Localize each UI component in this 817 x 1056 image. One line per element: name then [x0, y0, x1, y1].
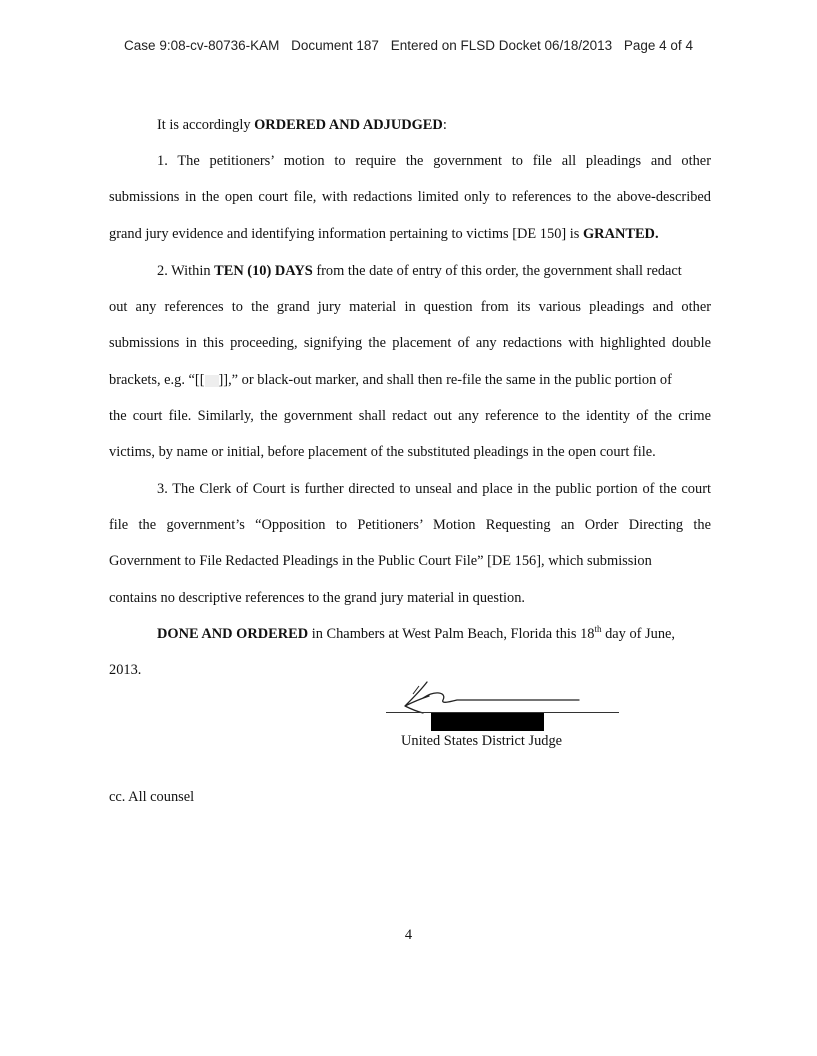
judge-title: United States District Judge	[401, 733, 563, 749]
year-line: 2013.	[109, 662, 142, 678]
para3-line4: contains no descriptive references to the grand jury material in question.	[109, 590, 525, 606]
para2-line1	[109, 262, 711, 280]
para2-line4-pre: brackets, e.g. “[[	[109, 372, 205, 388]
done-line	[109, 625, 711, 643]
para3-line2: file the government’s “Opposition to Petitioners’ Motion Requesting an Order Directing the	[109, 517, 711, 533]
para1-line3-text: grand jury evidence and identifying information pertaining to victims [DE 150] is	[109, 226, 583, 242]
docket-header	[0, 38, 817, 53]
para2-line2: out any references to the grand jury material in question from its various pleadings and other	[109, 299, 711, 315]
para2-line1-pre: 2. Within	[157, 263, 215, 279]
para2-line4	[109, 371, 711, 389]
done-text-2: day of June,	[601, 626, 676, 642]
para1-line2: submissions in the open court file, with redactions limited only to references to the above-described	[109, 189, 711, 205]
para1-line3	[109, 225, 711, 243]
cc-line: cc. All counsel	[109, 789, 195, 805]
document-number: Document 187	[291, 38, 379, 53]
done-and-ordered: DONE AND ORDERED	[157, 626, 309, 642]
para1-line1: 1. The petitioners’ motion to require the government to file all pleadings and other	[157, 153, 711, 169]
intro-colon: :	[442, 117, 447, 133]
day-suffix: th	[594, 624, 602, 635]
granted-label: GRANTED.	[582, 226, 659, 242]
para2-line3: submissions in this proceeding, signifying the placement of any redactions with highlighted double	[109, 335, 711, 351]
redaction-bar	[431, 713, 544, 731]
bracket-placeholder	[205, 375, 219, 387]
judge-signature	[383, 676, 619, 716]
intro-text: It is accordingly	[157, 117, 255, 133]
intro-line	[109, 116, 711, 134]
done-text: in Chambers at West Palm Beach, Florida this 18	[308, 626, 595, 642]
para2-line5: the court file. Similarly, the government shall redact out any reference to the identity of the crime	[109, 408, 711, 424]
para2-line1-post: from the date of entry of this order, the government shall redact	[312, 263, 682, 279]
intro-bold: ORDERED AND ADJUDGED	[254, 117, 443, 133]
para3-line1: 3. The Clerk of Court is further directed to unseal and place in the public portion of the court	[157, 481, 711, 497]
ten-days-label: TEN (10) DAYS	[214, 263, 313, 279]
para3-line3: Government to File Redacted Pleadings in the Public Court File” [DE 156], which submission	[109, 553, 652, 569]
page-indicator: Page 4 of 4	[623, 38, 693, 53]
case-number: Case 9:08-cv-80736-KAM	[124, 38, 280, 53]
docket-entry: Entered on FLSD Docket 06/18/2013	[390, 38, 613, 53]
page-number: 4	[404, 927, 413, 943]
para2-line6: victims, by name or initial, before placement of the substituted pleadings in the open court file.	[109, 444, 656, 460]
para2-line4-post: ]],” or black-out marker, and shall then re-file the same in the public portion of	[218, 372, 672, 388]
